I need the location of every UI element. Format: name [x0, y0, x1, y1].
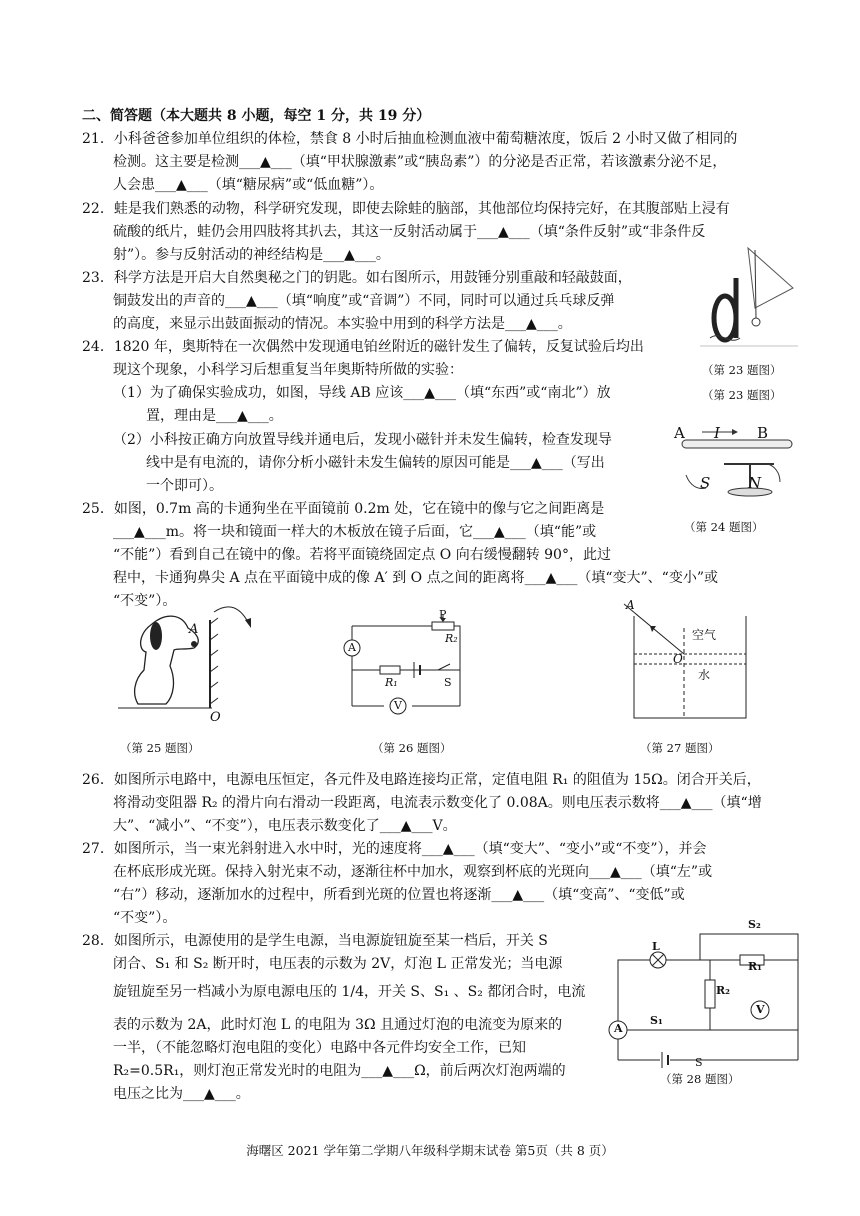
fig24-label-B: B: [757, 424, 769, 442]
question-line: 一半，（不能忽略灯泡电阻的变化）电路中各元件均安全工作，已知: [113, 1040, 526, 1056]
caption-23b: （第 23 题图）: [702, 388, 782, 402]
fig27-label-air: 空气: [692, 628, 717, 642]
figure-23: [700, 238, 800, 348]
question-line: “不变”）。: [113, 910, 177, 926]
question-line: 置，理由是___▲___。: [146, 408, 283, 424]
caption-23a: （第 23 题图）: [702, 363, 782, 377]
question-line: 闭合、S₁ 和 S₂ 断开时，电压表的示数为 2V，灯泡 L 正常发光；当电源: [113, 956, 563, 972]
fig28-label-L: L: [652, 940, 660, 953]
fig28-voltmeter: V: [756, 1003, 765, 1016]
caption-26: （第 26 题图）: [372, 741, 452, 755]
fig28-label-R2: R₂: [716, 984, 730, 997]
question-line: 程中，卡通狗鼻尖 A 点在平面镜中成的像 A′ 到 O 点之间的距离将___▲___（填“变大”、“变小”或: [113, 570, 718, 586]
question-line: 的高度，来显示出鼓面振动的情况。本实验中用到的科学方法是___▲___。: [113, 316, 572, 332]
fig28-label-R1: R₁: [748, 960, 762, 973]
question-line: 线中是有电流的，请你分析小磁针未发生偏转的原因可能是___▲___（写出: [146, 455, 605, 471]
fig24-label-I: I: [714, 424, 720, 442]
question-line: （2）小科按正确方向放置导线并通电后，发现小磁针并未发生偏转，检查发现导: [113, 432, 612, 448]
question-line: “不能”）看到自己在镜中的像。若将平面镜绕固定点 O 向右缓慢翻转 90°，此过: [113, 547, 611, 563]
question-line: 28．如图所示，电源使用的是学生电源，当电源旋钮旋至某一档后，开关 S: [82, 933, 548, 949]
question-line: （1）为了确保实验成功，如图，导线 AB 应该___▲___（填“东西”或“南北”）放: [113, 385, 611, 401]
fig27-label-A: A: [626, 598, 635, 612]
question-line: 在杯底形成光斑。保持入射光束不动，逐渐往杯中加水，观察到杯底的光斑向___▲___（填“左”或: [113, 864, 713, 880]
figure-27: [620, 598, 760, 728]
fig24-label-N: N: [748, 474, 762, 492]
caption-27: （第 27 题图）: [640, 741, 720, 755]
question-line: 23．科学方法是开启大自然奥秘之门的钥匙。如右图所示，用鼓锤分别重敲和轻敲鼓面，: [82, 270, 632, 286]
question-line: “右”）移动，逐渐加水的过程中，所看到光斑的位置也将逐渐___▲___（填“变高”、“变低”或: [113, 887, 685, 903]
fig26-voltmeter: V: [394, 699, 402, 712]
question-line: 铜鼓发出的声音的___▲___（填“响度”或“音调”）不同，同时可以通过兵乓球反弹: [113, 293, 615, 309]
question-line: 现这个现象，小科学习后想重复当年奥斯特所做的实验：: [113, 362, 463, 378]
question-line: 人会患___▲___（填“糖尿病”或“低血糖”）。: [113, 177, 384, 193]
question-line: 26．如图所示电路中，电源电压恒定，各元件及电路连接均正常，定值电阻 R₁ 的阻值为 15Ω。闭合开关后，: [82, 772, 761, 788]
question-line: 硫酸的纸片，蛙仍会用四肢将其扒去，其这一反射活动属于___▲___（填“条件反射”或“非条件反: [113, 224, 706, 240]
question-line: 21．小科爸爸参加单位组织的体检，禁食 8 小时后抽血检测血液中葡萄糖浓度，饭后 2 小时又做了相同的: [82, 131, 738, 147]
fig24-label-S: S: [700, 474, 711, 492]
question-line: 射”）。参与反射活动的神经结构是___▲___。: [113, 247, 390, 263]
fig26-label-P: P: [439, 608, 447, 621]
fig27-label-O: O: [673, 652, 683, 666]
fig25-label-A: A: [189, 622, 199, 637]
question-line: ___▲___m。将一块和镜面一样大的木板放在镜子后面，它___▲___（填“能”或: [113, 524, 597, 540]
question-line: 25．如图，0.7m 高的卡通狗坐在平面镜前 0.2m 处，它在镜中的像与它之间距离是: [82, 501, 605, 517]
caption-24: （第 24 题图）: [684, 520, 764, 534]
fig28-label-S2: S₂: [748, 918, 761, 931]
figure-26: [340, 610, 480, 720]
fig25-label-O: O: [210, 710, 221, 725]
fig27-label-water: 水: [698, 668, 711, 682]
fig26-label-S: S: [444, 676, 452, 689]
caption-28: （第 28 题图）: [660, 1072, 740, 1086]
question-line: 表的示数为 2A，此时灯泡 L 的电阻为 3Ω 且通过灯泡的电流变为原来的: [113, 1017, 563, 1033]
fig26-label-R2: R₂: [445, 632, 458, 645]
fig28-label-S1: S₁: [650, 1014, 663, 1027]
question-line: 27．如图所示，当一束光斜射进入水中时，光的速度将___▲___（填“变大”、“变小”或“不变”），并会: [82, 841, 707, 857]
question-line: 24．1820 年，奥斯特在一次偶然中发现通电铂丝附近的磁针发生了偏转，反复试验后均出: [82, 339, 644, 355]
question-line: 将滑动变阻器 R₂ 的滑片向右滑动一段距离，电流表示数变化了 0.08A。则电压表示数将___▲___（填“增: [113, 795, 762, 811]
question-line: 旋钮旋至另一档减小为原电源电压的 1/4，开关 S、S₁ 、S₂ 都闭合时，电流: [113, 984, 586, 1000]
question-line: 一个即可）。: [146, 478, 223, 494]
fig26-label-R1: R₁: [385, 676, 398, 689]
question-line: R₂=0.5R₁，则灯泡正常发光时的电阻为___▲___Ω，前后两次灯泡两端的: [113, 1063, 566, 1079]
page-footer: 海曙区 2021 学年第二学期八年级科学期末试卷 第5页（共 8 页）: [246, 1143, 614, 1158]
question-line: 电压之比为___▲___。: [113, 1086, 250, 1102]
section-title: 二、简答题（本大题共 8 小题，每空 1 分，共 19 分）: [82, 108, 431, 124]
question-line: “不变”）。: [113, 593, 177, 609]
fig24-label-A: A: [674, 424, 685, 442]
figure-25: [118, 600, 278, 730]
fig28-ammeter: A: [614, 1022, 623, 1035]
question-line: 大”、“减小”、“不变”），电压表示数变化了___▲___V。: [113, 818, 457, 834]
question-line: 22．蛙是我们熟悉的动物，科学研究发现，即使去除蛙的脑部，其他部位均保持完好，在其腹部贴上浸有: [82, 201, 730, 217]
figure-24: [672, 420, 802, 510]
figure-28: [600, 920, 810, 1070]
question-line: 检测。这主要是检测___▲___（填“甲状腺激素”或“胰岛素”）的分泌是否正常，若该激素分泌不足，: [113, 154, 727, 170]
fig28-label-S: S: [695, 1056, 703, 1069]
caption-25: （第 25 题图）: [120, 741, 200, 755]
fig26-ammeter: A: [348, 641, 356, 654]
